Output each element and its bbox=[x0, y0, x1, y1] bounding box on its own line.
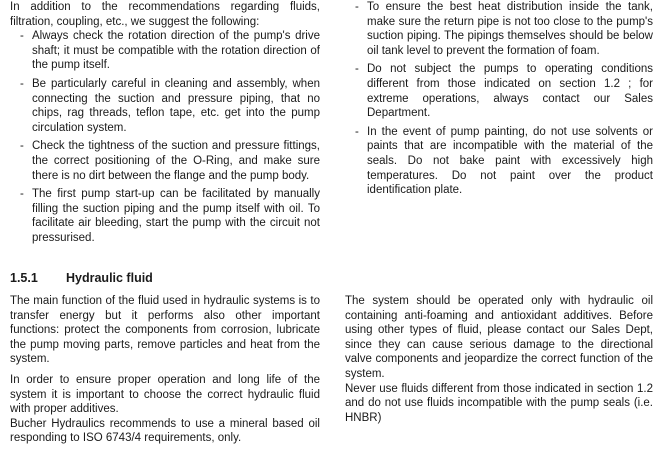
bullet-dash: - bbox=[20, 188, 24, 201]
bullet-dash: - bbox=[20, 30, 24, 43]
list-item bbox=[345, 0, 653, 58]
bullet-dash: - bbox=[20, 140, 24, 153]
fluid-choice-paragraph: In order to ensure proper operation and long life of the system it is important to choose the correct hydraulic fluid with proper additives. bbox=[10, 373, 320, 416]
section-number: 1.5.1 bbox=[10, 271, 38, 285]
bottom-left-column bbox=[10, 294, 320, 446]
bullet-dash: - bbox=[20, 77, 24, 90]
top-right-column bbox=[345, 0, 653, 202]
recommendations-list bbox=[10, 29, 320, 245]
fluid-function-paragraph: The main function of the fluid used in hydraulic systems is to transfer energy but it performs also other important functions: protect the components from corrosion, lubricate the pump moving parts, remove particles and heat from the system. bbox=[10, 295, 320, 366]
list-item-text: Be particularly careful in cleaning and assembly, when connecting the suction and pressure piping, that no chips, rag threads, teflon tape, etc. get into the pump circulation system. bbox=[32, 77, 320, 134]
list-item bbox=[345, 125, 653, 198]
list-item-text: In the event of pump painting, do not use solvents or paints that are incompatible with the material of the seals. Do not bake paint with excessively high temperatures. Do not paint over the product identification plate. bbox=[367, 125, 653, 197]
section-heading bbox=[10, 270, 650, 286]
bottom-right-column bbox=[345, 294, 653, 425]
recommendations-list-continued bbox=[345, 0, 653, 198]
bullet-dash: - bbox=[355, 1, 359, 13]
list-item bbox=[10, 139, 320, 183]
fluid-additives-paragraph: The system should be operated only with hydraulic oil containing anti-foaming and antioxidant additives. Before using other types of fluid, please contact our Sales Dept, since they can cause serious damage to the directional valve components and jeopardize the correct function of the system. bbox=[345, 295, 653, 380]
bullet-dash: - bbox=[355, 63, 359, 76]
list-item bbox=[345, 62, 653, 120]
list-item-text: Check the tightness of the suction and pressure fittings, the correct positioning of the O-Ring, and make sure there is no dirt between the flange and the pump body. bbox=[32, 140, 320, 182]
fluid-warning-paragraph: Never use fluids different from those indicated in section 1.2 and do not use fluids incompatible with the pump seals (i.e. HNBR) bbox=[345, 382, 653, 424]
intro-paragraph: In addition to the recommendations regarding fluids, filtration, coupling, etc., we suggest the following: bbox=[10, 1, 320, 28]
list-item bbox=[10, 77, 320, 135]
bullet-dash: - bbox=[355, 125, 359, 138]
list-item-text: Do not subject the pumps to operating conditions different from those indicated on section 1.2 ; for extreme operations, always contact our Sales Department. bbox=[367, 63, 653, 120]
list-item-text: The first pump start-up can be facilitated by manually filling the suction piping and the pump itself with oil. To facilitate air bleeding, start the pump with the circuit not pressurised. bbox=[32, 188, 320, 244]
list-item bbox=[10, 29, 320, 73]
section-title: Hydraulic fluid bbox=[66, 271, 153, 285]
fluid-recommendation-paragraph: Bucher Hydraulics recommends to use a mineral based oil responding to ISO 6743/4 requirements, only. bbox=[10, 417, 320, 445]
list-item-text: To ensure the best heat distribution inside the tank, make sure the return pipe is not too close to the pump's suction piping. The pipings themselves should be below oil tank level to prevent the formation of foam. bbox=[367, 1, 653, 57]
top-left-column bbox=[10, 0, 320, 250]
list-item-text: Always check the rotation direction of the pump's drive shaft; it must be compatible with the rotation direction of the pump itself. bbox=[32, 30, 320, 72]
list-item bbox=[10, 187, 320, 245]
